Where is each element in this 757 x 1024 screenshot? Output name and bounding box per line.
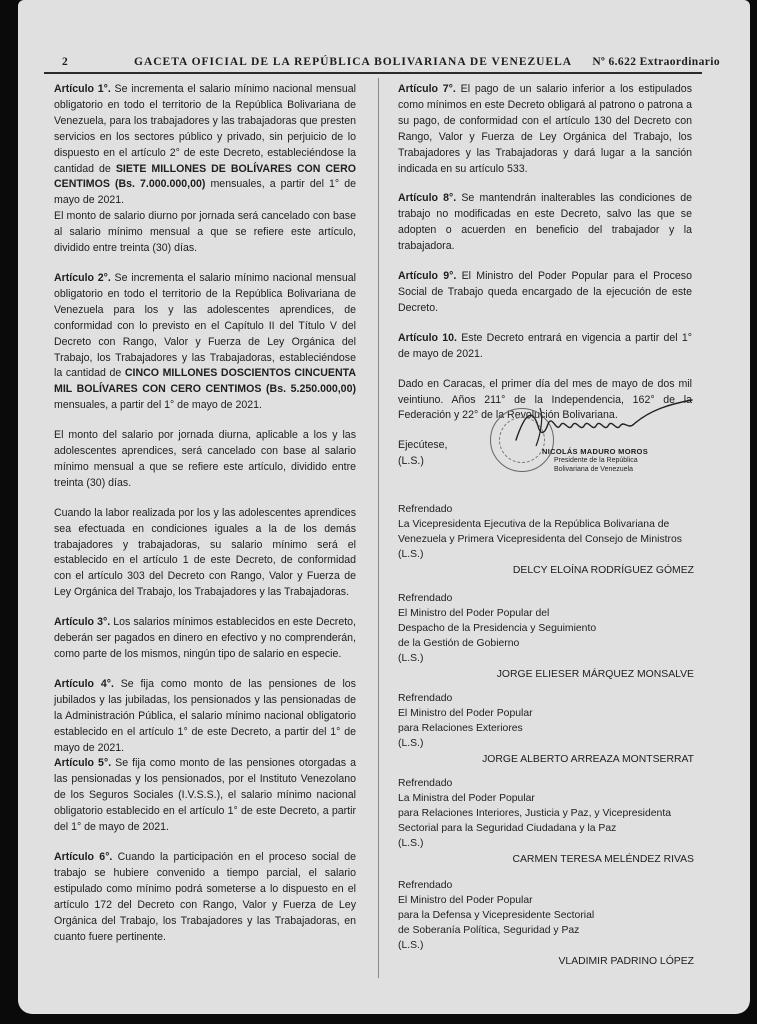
- column-divider: [378, 78, 379, 978]
- dado-en-caracas: Dado en Caracas, el primer día del mes de mayo de dos mil veintiuno. Años 211° de la Independencia, 162° de la Federación y 22° de la Revolución Bolivariana.: [398, 377, 692, 422]
- article-1-para-2: El monto de salario diurno por jornada será cancelado con base al salario mínimo mensual a que se refiere este artículo, dividido entre treinta (30) días.: [54, 210, 356, 255]
- refrendo-1: Refrendado La Vicepresidenta Ejecutiva de la República Bolivariana de Venezuela y Primera Vicepresidenta del Consejo de Ministros (L.S.) DELCY ELOÍNA RODRÍGUEZ GÓMEZ: [398, 502, 698, 578]
- signer-name: DELCY ELOÍNA RODRÍGUEZ GÓMEZ: [512, 565, 694, 576]
- president-role-line-1: Presidente de la República: [554, 457, 638, 464]
- article-10: Artículo 10. Este Decreto entrará en vigencia a partir del 1° de mayo de 2021.: [398, 331, 692, 360]
- gazette-title: GACETA OFICIAL DE LA REPÚBLICA BOLIVARIANA DE VENEZUELA: [134, 56, 573, 68]
- presidential-signature-block: [490, 392, 700, 482]
- signer-name: JORGE ALBERTO ARREAZA MONTSERRAT: [482, 754, 694, 765]
- article-5: Artículo 5°. Se fija como monto de las pensiones otorgadas a las pensionadas y los pensionados, por el Instituto Venezolano de los Seguros Sociales (I.V.S.S.), el salario mínimo nacional obligatorio establecido en el artículo 1° de este Decreto, a partir del 1° de mayo de 2021.: [54, 757, 356, 834]
- refrendo-2: Refrendado El Ministro del Poder Popular del Despacho de la Presidencia y Seguimiento de la Gestión de Gobierno (L.S.) JORGE ELIESER MÁRQUEZ MONSALVE: [398, 591, 698, 682]
- issue-number: Nº 6.622 Extraordinario: [592, 56, 720, 68]
- article-8: Artículo 8°. Se mantendrán inalterables las condiciones de trabajo no modificadas en este Decreto, salvo las que se adopten o acuerden en beneficio del trabajador y la trabajadora.: [398, 192, 692, 253]
- article-7: Artículo 7°. El pago de un salario inferior a los estipulados como mínimos en este Decreto obligará al patrono o patrona a su pago, de conformidad con el artículo 130 del Decreto con Rango, Valor y Fuerza de Ley Orgánica del Trabajo, los Trabajadores y las Trabajadoras y dará lugar a la sanción indicada en su artículo 533.: [398, 83, 692, 175]
- article-6: Artículo 6°. Cuando la participación en el proceso social de trabajo se hubiere convenido a tiempo parcial, el salario estipulado como mínimo podrá someterse a lo dispuesto en el artículo 172 del Decreto con Rango, Valor y Fuerza de Ley Orgánica del Trabajo, los Trabajadores y las Trabajadoras, en cuanto fuere pertinente.: [54, 850, 356, 943]
- president-role-line-2: Bolivariana de Venezuela: [554, 466, 634, 473]
- ls-mark: (L.S.): [398, 455, 424, 468]
- article-2: Artículo 2°. Se incrementa el salario mínimo nacional mensual obligatorio en todo el territorio de la República Bolivariana de Venezuela para los y las adolescentes aprendices, de conformidad con lo previsto en el Capítulo II del Título V del Decreto con Rango, Valor y Fuerza de Ley Orgánica del Trabajo, los Trabajadores y las Trabajadoras, estableciéndose la cantidad de CINCO MILLONES DOSCIENTOS CINCUENTA MIL BOLÍVARES CON CERO CENTIMOS (Bs. 5.250.000,00) mensuales, a partir del 1° de mayo de 2021.: [54, 271, 356, 412]
- article-9: Artículo 9°. El Ministro del Poder Popular para el Proceso Social de Trabajo queda encargado de la ejecución de este Decreto.: [398, 270, 692, 314]
- signer-name: JORGE ELIESER MÁRQUEZ MONSALVE: [496, 669, 694, 680]
- refrendo-4: Refrendado La Ministra del Poder Popular para Relaciones Interiores, Justicia y Paz, y Vicepresidenta Sectorial para la Seguridad Ciudadana y la Paz (L.S.) CARMEN TERESA MELÉNDEZ RIVAS: [398, 776, 698, 867]
- header-rule: [44, 72, 702, 74]
- article-4: Artículo 4°. Se fija como monto de las pensiones de los jubilados y las jubiladas, los pensionados y las pensionadas de la Administración Pública, el salario mínimo nacional obligatorio establecido en el artículo 1° de este Decreto, a partir del 1° de mayo de 2021.: [54, 677, 356, 754]
- signature-icon: [510, 396, 700, 452]
- article-2-para-3: Cuando la labor realizada por los y las adolescentes aprendices sea efectuada en condiciones iguales a la de los demás trabajadores y trabajadoras, su salario mínimo será el establecido en el artículo 1 de este Decreto, de conformidad con el artículo 303 del Decreto con Rango, Valor y Fuerza de Ley Orgánica del Trabajo, los Trabajadores y las Trabajadoras.: [54, 506, 356, 599]
- ejecutese: Ejecútese,: [398, 439, 448, 452]
- signer-name: VLADIMIR PADRINO LÓPEZ: [558, 956, 694, 967]
- signer-name: CARMEN TERESA MELÉNDEZ RIVAS: [512, 854, 694, 865]
- article-3: Artículo 3°. Los salarios mínimos establecidos en este Decreto, deberán ser pagados en dinero en efectivo y no comprenderán, como parte de los mismos, ningún tipo de salario en especie.: [54, 616, 356, 660]
- president-name: NICOLÁS MADURO MOROS: [542, 447, 648, 456]
- refrendo-3: Refrendado El Ministro del Poder Popular para Relaciones Exteriores (L.S.) JORGE ALBERTO ARREAZA MONTSERRAT: [398, 691, 698, 767]
- page-number: 2: [62, 56, 69, 68]
- article-2-para-2: El monto del salario por jornada diurna, aplicable a los y las adolescentes aprendices, será cancelado con base al salario mínimo mensual a que se refiere este artículo, dividido entre treinta (30) días.: [54, 429, 356, 489]
- left-column: [54, 82, 356, 959]
- article-1: Artículo 1°. Se incrementa el salario mínimo nacional mensual obligatorio en todo el territorio de la República Bolivariana de Venezuela, para los trabajadores y las trabajadoras que presten servicios en los sectores público y privado, sin perjuicio de lo dispuesto en el artículo 2° de este Decreto, estableciéndose la cantidad de SIETE MILLONES DE BOLÍVARES CON CERO CENTIMOS (Bs. 7.000.000,00) mensuales, a partir del 1° de mayo de 2021.: [54, 83, 356, 207]
- refrendo-5: Refrendado El Ministro del Poder Popular para la Defensa y Vicepresidente Sectorial de Soberanía Política, Seguridad y Paz (L.S.) VLADIMIR PADRINO LÓPEZ: [398, 878, 698, 969]
